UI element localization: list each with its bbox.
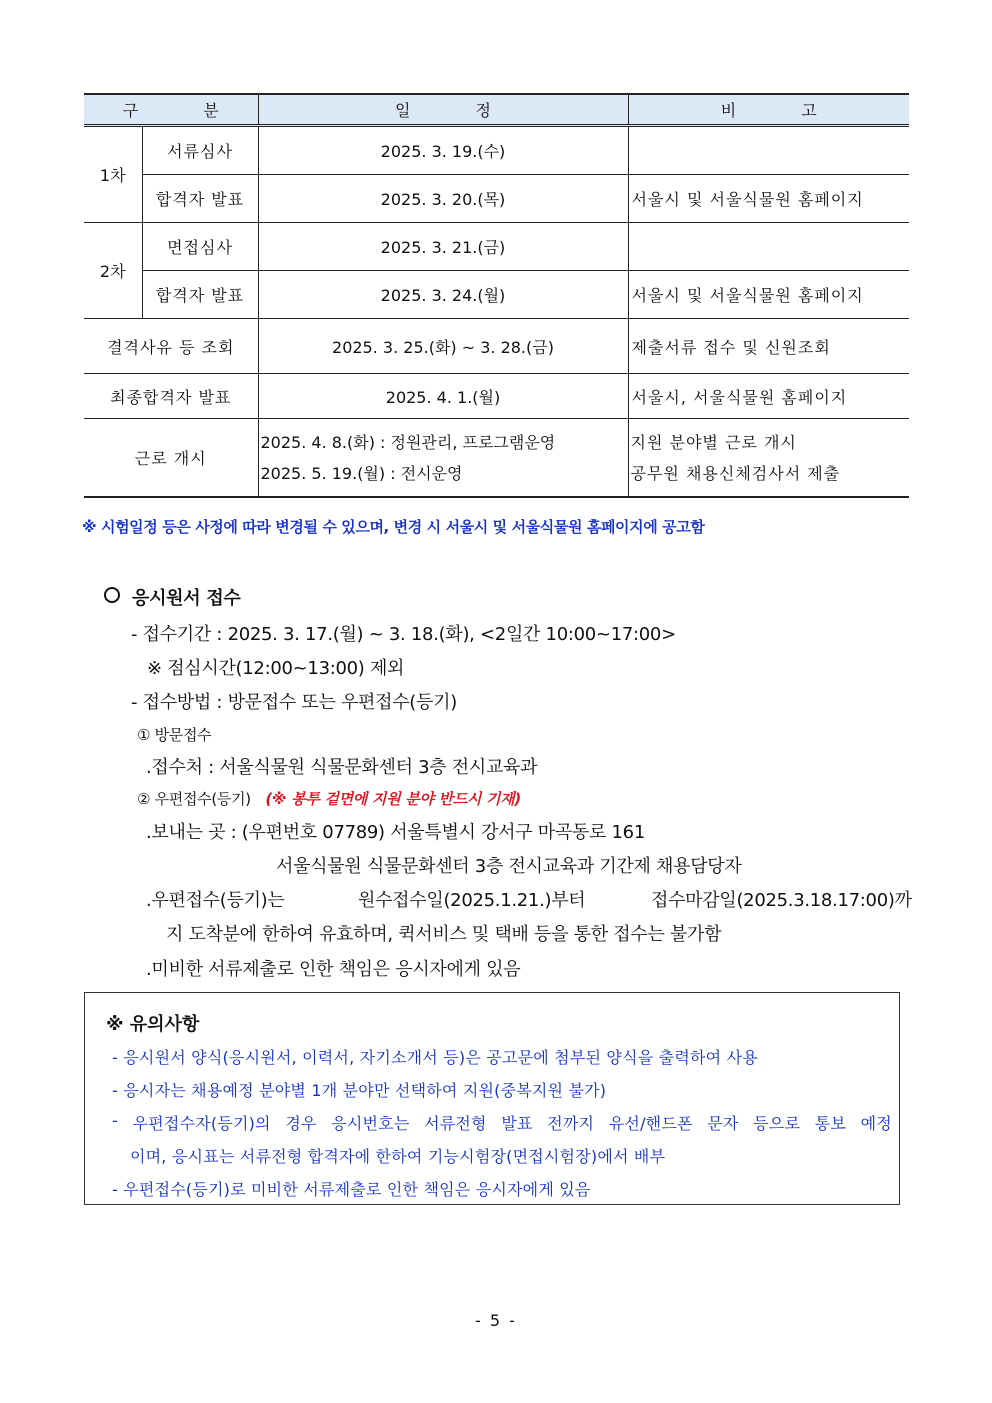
- note-line: 공무원 채용신체검사서 제출: [630, 463, 841, 483]
- mail-validity-1c: 접수마감일(2025.3.18.17:00)까: [651, 890, 912, 911]
- visit-heading: ① 방문접수: [137, 726, 212, 744]
- word: 응시번호는: [331, 1114, 410, 1133]
- row-item: 합격자 발표: [142, 271, 258, 319]
- application-period: - 접수기간 : 2025. 3. 17.(월) ~ 3. 18.(화), <2일간 10:00~17:00>: [131, 624, 676, 645]
- word: 통보: [814, 1114, 847, 1133]
- mail-warning: (※ 봉투 겉면에 지원 분야 반드시 기재): [265, 790, 521, 808]
- row-note: 서울시 및 서울식물원 홈페이지: [628, 175, 909, 223]
- table-row: [84, 419, 909, 498]
- schedule-table: [84, 93, 909, 498]
- word: 전까지: [547, 1114, 595, 1133]
- word: -: [112, 1111, 118, 1130]
- schedule-change-notice: ※ 시험일정 등은 사정에 따라 변경될 수 있으며, 변경 시 서울시 및 서울식물원 홈페이지에 공고함: [82, 518, 705, 536]
- row-date: [258, 419, 628, 498]
- table-row: [84, 223, 909, 271]
- row-item: 최종합격자 발표: [84, 374, 258, 419]
- word: 문자: [707, 1114, 739, 1133]
- table-row: [84, 319, 909, 374]
- row-note: 서울시 및 서울식물원 홈페이지: [628, 271, 909, 319]
- mail-validity-2: 지 도착분에 한하여 유효하며, 퀵서비스 및 택배 등을 통한 접수는 불가함: [166, 924, 722, 945]
- header-schedule: 일 정: [258, 94, 628, 126]
- word: 우편접수자(등기)의: [132, 1114, 271, 1133]
- row-item: 면접심사: [142, 223, 258, 271]
- mail-validity-1a: .우편접수(등기)는: [146, 890, 285, 911]
- table-row: [84, 271, 909, 319]
- word: 발표: [501, 1114, 533, 1133]
- note-line: 지원 분야별 근로 개시: [630, 432, 797, 452]
- row-item: 결격사유 등 조회: [84, 319, 258, 374]
- row-note: [628, 419, 909, 498]
- page-number: - 5 -: [475, 1311, 517, 1330]
- row-group-label: 1차: [84, 126, 142, 223]
- table-row: [84, 374, 909, 419]
- word: 등으로: [753, 1114, 801, 1133]
- row-note: [628, 126, 909, 175]
- word: 서류전형: [424, 1114, 487, 1133]
- section-title-text: 응시원서 접수: [132, 588, 241, 609]
- row-group-label: 2차: [84, 223, 142, 319]
- header-category: 구 분: [84, 94, 258, 126]
- header-remarks: 비 고: [628, 94, 909, 126]
- row-date: 2025. 3. 25.(화) ~ 3. 28.(금): [258, 319, 628, 374]
- date-line: 2025. 4. 8.(화) : 정원관리, 프로그램운영: [260, 432, 556, 452]
- visit-place: .접수처 : 서울식물원 식물문화센터 3층 전시교육과: [146, 757, 538, 778]
- table-header-row: [84, 94, 909, 126]
- row-note: [628, 223, 909, 271]
- caution-item: [112, 1111, 892, 1134]
- row-note: 제출서류 접수 및 신원조회: [628, 319, 909, 374]
- caution-title: ※ 유의사항: [106, 1014, 200, 1035]
- word: 경우: [285, 1114, 317, 1133]
- mail-heading-line: [137, 788, 521, 809]
- row-item: 서류심사: [142, 126, 258, 175]
- row-date: 2025. 4. 1.(월): [258, 374, 628, 419]
- mail-validity-1b: 원수접수일(2025.1.21.)부터: [358, 890, 586, 911]
- word: 예정: [860, 1114, 892, 1133]
- word: 유선/핸드폰: [608, 1114, 693, 1133]
- row-date: 2025. 3. 20.(목): [258, 175, 628, 223]
- table-row: [84, 175, 909, 223]
- row-date: 2025. 3. 24.(월): [258, 271, 628, 319]
- caution-item-continued: 이며, 응시표는 서류전형 합격자에 한하여 기능시험장(면접시험장)에서 배부: [130, 1147, 666, 1166]
- table-row: [84, 126, 909, 175]
- caution-item: - 응시원서 양식(응시원서, 이력서, 자기소개서 등)은 공고문에 첨부된 양식을 출력하여 사용: [112, 1048, 758, 1067]
- lunch-note: ※ 점심시간(12:00~13:00) 제외: [147, 658, 405, 679]
- caution-item: - 우편접수(등기)로 미비한 서류제출로 인한 책임은 응시자에게 있음: [112, 1180, 591, 1199]
- row-date: 2025. 3. 19.(수): [258, 126, 628, 175]
- mail-address-2: 서울식물원 식물문화센터 3층 전시교육과 기간제 채용담당자: [276, 856, 742, 877]
- row-date: 2025. 3. 21.(금): [258, 223, 628, 271]
- row-item: 근로 개시: [84, 419, 258, 498]
- caution-box: [84, 992, 900, 1205]
- caution-item: - 응시자는 채용예정 분야별 1개 분야만 선택하여 지원(중복지원 불가): [112, 1081, 607, 1100]
- mail-address-1: .보내는 곳 : (우편번호 07789) 서울특별시 강서구 마곡동로 161: [146, 822, 645, 843]
- date-line: 2025. 5. 19.(월) : 전시운영: [260, 463, 463, 483]
- row-note: 서울시, 서울식물원 홈페이지: [628, 374, 909, 419]
- responsibility-note: .미비한 서류제출로 인한 책임은 응시자에게 있음: [146, 959, 521, 980]
- section-title: [104, 584, 241, 610]
- mail-heading: ② 우편접수(등기): [137, 790, 251, 808]
- hollow-circle-icon: [104, 587, 120, 603]
- row-item: 합격자 발표: [142, 175, 258, 223]
- application-method: - 접수방법 : 방문접수 또는 우편접수(등기): [131, 692, 457, 713]
